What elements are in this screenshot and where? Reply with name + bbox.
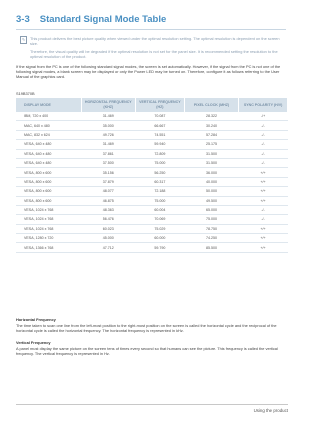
model-name: S19B370B: [16, 91, 35, 96]
cell-pixel-clock: 25.175: [184, 140, 238, 149]
cell-sync-polarity: -/-: [239, 130, 288, 139]
cell-display-mode: VESA, 800 x 600: [16, 187, 81, 196]
cell-vertical-frequency: 60.004: [135, 205, 184, 214]
cell-display-mode: VESA, 1366 x 768: [16, 243, 81, 252]
table-row: [16, 196, 288, 205]
cell-pixel-clock: 30.240: [184, 121, 238, 130]
cell-horizontal-frequency: 46.875: [81, 196, 135, 205]
cell-horizontal-frequency: 37.879: [81, 177, 135, 186]
cell-horizontal-frequency: 48.077: [81, 187, 135, 196]
column-header-display-mode: DISPLAY MODE: [16, 98, 81, 112]
note-box: [20, 36, 286, 62]
column-header-pixel-clock: PIXEL CLOCK (MHZ): [184, 98, 238, 112]
cell-vertical-frequency: 60.000: [135, 234, 184, 243]
cell-sync-polarity: -/-: [239, 205, 288, 214]
cell-vertical-frequency: 56.250: [135, 168, 184, 177]
cell-sync-polarity: +/+: [239, 187, 288, 196]
note-icon: ✎: [21, 37, 26, 42]
table-row: [16, 215, 288, 224]
cell-display-mode: VESA, 800 x 600: [16, 196, 81, 205]
note-paragraph-2: Therefore, the visual quality will be degraded if the optimal resolution is not set for the panel size. It is recommended setting the resolution to the optimal resolution of the product.: [30, 48, 278, 60]
cell-vertical-frequency: 75.000: [135, 158, 184, 167]
cell-display-mode: VESA, 1024 x 768: [16, 224, 81, 233]
note-paragraph-1: This product delivers the best picture quality when viewed under the optimal resolution setting. The optimal resolution is dependent on the screen size.: [30, 36, 280, 47]
cell-sync-polarity: +/+: [239, 196, 288, 205]
cell-horizontal-frequency: 47.712: [81, 243, 135, 252]
table-row: [16, 187, 288, 196]
table-header-row: [16, 98, 288, 112]
cell-sync-polarity: +/+: [239, 177, 288, 186]
cell-display-mode: IBM, 720 x 400: [16, 112, 81, 121]
cell-sync-polarity: -/-: [239, 158, 288, 167]
section-title: [16, 14, 286, 30]
vertical-frequency-text: A panel must display the same picture on the screen tens of times every second so that humans can see the picture. This frequency is called the vertical frequency. The vertical frequency is represented in Hz.: [16, 346, 278, 357]
cell-sync-polarity: +/+: [239, 234, 288, 243]
horizontal-frequency-text: The time taken to scan one line from the left-most position to the right-most position on the screen is called the horizontal cycle and the reciprocal of the horizontal cycle is called the horizontal frequency. The horizontal frequency is represented in kHz.: [16, 323, 277, 334]
signal-mode-table: [16, 98, 288, 253]
vertical-frequency-heading: Vertical Frequency: [16, 340, 51, 345]
cell-horizontal-frequency: 49.726: [81, 130, 135, 139]
column-header-vertical-frequency: VERTICAL FREQUENCY (HZ): [135, 98, 184, 112]
cell-vertical-frequency: 74.551: [135, 130, 184, 139]
cell-pixel-clock: 28.322: [184, 112, 238, 121]
table-row: [16, 149, 288, 158]
cell-vertical-frequency: 75.029: [135, 224, 184, 233]
section-title-text: Standard Signal Mode Table: [39, 14, 167, 25]
cell-sync-polarity: -/-: [239, 215, 288, 224]
column-header-sync-polarity: SYNC POLARITY (H/V): [239, 98, 288, 112]
cell-vertical-frequency: 60.317: [135, 177, 184, 186]
cell-sync-polarity: -/-: [239, 140, 288, 149]
cell-sync-polarity: +/+: [239, 168, 288, 177]
cell-pixel-clock: 57.284: [184, 130, 238, 139]
cell-vertical-frequency: 70.069: [135, 215, 184, 224]
cell-pixel-clock: 75.000: [184, 215, 238, 224]
cell-display-mode: VESA, 640 x 480: [16, 140, 81, 149]
cell-pixel-clock: 85.500: [184, 243, 238, 252]
cell-vertical-frequency: 70.087: [135, 112, 184, 121]
section-number: 3-3: [16, 14, 30, 25]
cell-vertical-frequency: 72.809: [135, 149, 184, 158]
table-row: [16, 140, 288, 149]
cell-display-mode: VESA, 800 x 600: [16, 168, 81, 177]
cell-pixel-clock: 65.000: [184, 205, 238, 214]
cell-vertical-frequency: 59.790: [135, 243, 184, 252]
vertical-frequency-section: [16, 340, 288, 357]
cell-sync-polarity: -/+: [239, 112, 288, 121]
cell-display-mode: MAC, 640 x 480: [16, 121, 81, 130]
cell-display-mode: VESA, 1280 x 720: [16, 234, 81, 243]
cell-display-mode: MAC, 832 x 624: [16, 130, 81, 139]
cell-horizontal-frequency: 60.023: [81, 224, 135, 233]
cell-pixel-clock: 50.000: [184, 187, 238, 196]
cell-horizontal-frequency: 35.000: [81, 121, 135, 130]
cell-pixel-clock: 40.000: [184, 177, 238, 186]
cell-vertical-frequency: 72.188: [135, 187, 184, 196]
column-header-horizontal-frequency: HORIZONTAL FREQUENCY (KHZ): [81, 98, 135, 112]
cell-pixel-clock: 49.500: [184, 196, 238, 205]
cell-sync-polarity: -/-: [239, 149, 288, 158]
intro-text: If the signal from the PC is one of the following standard signal modes, the screen is set automatically. However, if the signal from the PC is not one of the following signal modes, a blank screen may be displayed or only the Power LED may be turned on. Therefore, configure it as follows referring to the User Manual of the graphics card.: [16, 64, 281, 80]
cell-horizontal-frequency: 48.363: [81, 205, 135, 214]
cell-sync-polarity: +/+: [239, 243, 288, 252]
table-row: [16, 121, 288, 130]
horizontal-frequency-heading: Horizontal Frequency: [16, 317, 56, 322]
table-row: [16, 224, 288, 233]
table-row: [16, 205, 288, 214]
cell-sync-polarity: +/+: [239, 224, 288, 233]
cell-pixel-clock: 78.750: [184, 224, 238, 233]
cell-horizontal-frequency: 31.469: [81, 112, 135, 121]
table-row: [16, 234, 288, 243]
table-row: [16, 130, 288, 139]
cell-sync-polarity: -/-: [239, 121, 288, 130]
table-row: [16, 112, 288, 121]
page-footer: [16, 404, 288, 413]
cell-horizontal-frequency: 37.500: [81, 158, 135, 167]
cell-display-mode: VESA, 1024 x 768: [16, 215, 81, 224]
table-row: [16, 177, 288, 186]
table-row: [16, 168, 288, 177]
cell-pixel-clock: 36.000: [184, 168, 238, 177]
footer-label: Using the product: [253, 408, 288, 413]
cell-pixel-clock: 74.250: [184, 234, 238, 243]
cell-display-mode: VESA, 800 x 600: [16, 177, 81, 186]
cell-pixel-clock: 31.500: [184, 158, 238, 167]
cell-display-mode: VESA, 640 x 480: [16, 149, 81, 158]
cell-display-mode: VESA, 640 x 480: [16, 158, 81, 167]
cell-pixel-clock: 31.500: [184, 149, 238, 158]
table-body: [16, 112, 288, 252]
cell-vertical-frequency: 75.000: [135, 196, 184, 205]
table-row: [16, 243, 288, 252]
cell-horizontal-frequency: 35.156: [81, 168, 135, 177]
horizontal-frequency-section: [16, 317, 288, 334]
cell-vertical-frequency: 59.940: [135, 140, 184, 149]
cell-horizontal-frequency: 31.469: [81, 140, 135, 149]
cell-horizontal-frequency: 56.476: [81, 215, 135, 224]
cell-display-mode: VESA, 1024 x 768: [16, 205, 81, 214]
table-row: [16, 158, 288, 167]
cell-vertical-frequency: 66.667: [135, 121, 184, 130]
cell-horizontal-frequency: 37.861: [81, 149, 135, 158]
cell-horizontal-frequency: 45.000: [81, 234, 135, 243]
